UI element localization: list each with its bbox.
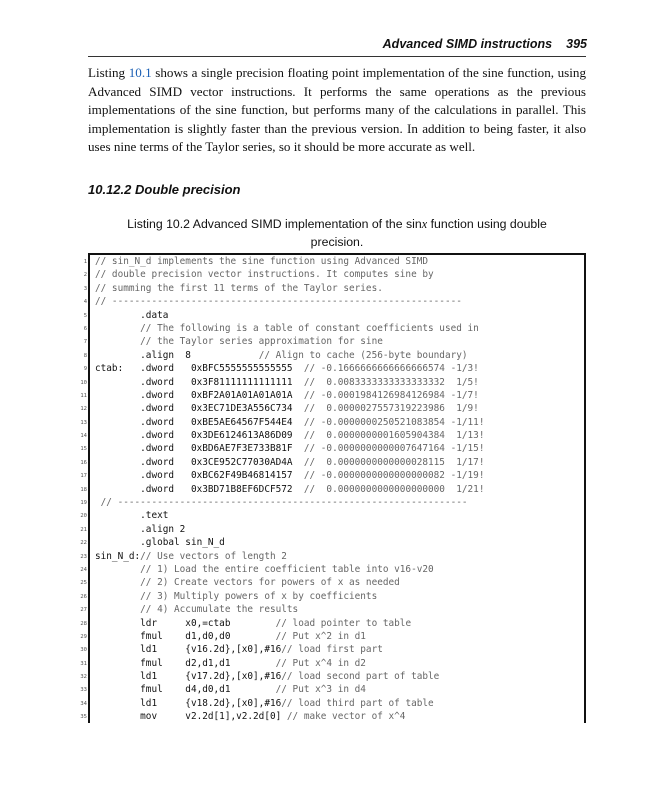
line-number: 17 [80,473,87,480]
code-text: ctab: .dword 0xBFC5555555555555 [95,363,304,375]
line-number: 7 [83,339,87,346]
line-number: 5 [83,312,87,319]
code-text [95,577,140,588]
code-comment: // 0.0000027557319223986 1/9! [303,403,479,415]
code-line [95,671,439,682]
code-line [95,296,462,307]
code-line [95,711,405,722]
line-number: 9 [83,366,87,373]
code-line [95,310,168,321]
code-comment: // Put x^4 in d2 [275,657,366,669]
code-comment: // 0.0000000001605904384 1/13! [303,430,485,442]
line-number: 35 [80,714,87,721]
code-line [95,537,225,548]
code-line [95,323,479,334]
code-text: mov v2.2d[1],v2.2d[0] [95,711,287,723]
line-number: 3 [83,285,87,292]
code-text [95,336,140,347]
code-comment: // 0.0000000000000028115 1/17! [303,456,485,468]
code-text: .dword 0xBF2A01A01A01A01A [95,389,304,401]
code-comment: // the Taylor series approximation for sine [140,336,383,348]
code-text: ld1 {v17.2d},[x0],#16 [95,671,282,683]
code-line [95,698,434,709]
code-comment: // 0.0000000000000000000 1/21! [303,483,485,495]
line-number: 19 [80,500,87,507]
line-number: 16 [80,459,87,466]
code-line [95,470,484,481]
code-line [95,658,366,669]
code-text: ldr x0,=ctab [95,617,276,629]
code-text: sin_N_d: [95,550,141,562]
code-comment: // Put x^2 in d1 [275,630,366,642]
code-text: fmul d4,d0,d1 [95,684,276,696]
code-comment: // load second part of table [281,671,440,683]
code-comment: // 3) Multiply powers of x by coefficients [140,590,378,602]
code-text: .dword 0x3DE6124613A86D09 [95,430,304,442]
code-text [95,591,140,602]
code-comment: // 4) Accumulate the results [140,604,299,616]
code-text [95,564,140,575]
code-comment: // Put x^3 in d4 [275,684,366,696]
code-line [95,577,400,588]
code-comment: // 1) Load the entire coefficient table into v16-v20 [140,563,434,575]
code-text [95,604,140,615]
listing-reference-link[interactable]: 10.1 [128,65,152,80]
code-text: .dword 0x3BD71B8EF6DCF572 [95,483,304,495]
code-line [95,390,479,401]
code-text: .global sin_N_d [95,537,225,549]
running-header [383,37,587,51]
code-comment: // Align to cache (256-byte boundary) [258,349,468,361]
code-comment: // The following is a table of constant coefficients used in [140,322,479,334]
line-number: 29 [80,633,87,640]
code-comment: // make vector of x^4 [286,711,406,723]
code-line [95,604,298,615]
code-comment: // sin_N_d implements the sine function using Advanced SIMD [95,256,429,267]
code-line [95,430,484,441]
body-paragraph: Listing 10.1 shows a single precision floating point implementation of the sine function, using Advanced SIMD vector instructions. It performs the same operations as the previous implementations of the sine function, but performs many of the calculations in parallel. This implementation is slightly faster than the previous version. In addition to being faster, it also uses nine terms of the Taylor series, so it should be more accurate as well. [88,65,587,155]
code-line [95,684,366,695]
line-number: 6 [83,325,87,332]
code-text: .dword 0x3EC71DE3A556C734 [95,403,304,415]
code-comment: // load third part of table [281,697,434,709]
line-number: 28 [80,620,87,627]
code-text: .text [95,510,169,522]
line-number: 26 [80,593,87,600]
code-text: .dword 0xBC62F49B46814157 [95,470,304,482]
code-line [95,484,484,495]
code-comment: // double precision vector instructions. It computes sine by [95,269,434,281]
code-line [95,591,377,602]
line-number: 27 [80,607,87,614]
line-number: 4 [83,299,87,306]
code-line [95,363,479,374]
code-comment: // -0.0000000000000000082 -1/19! [303,470,485,482]
code-comment: // -------------------------------------------------------------- [100,497,468,509]
code-comment: // -0.1666666666666666574 -1/3! [303,363,479,375]
code-line [95,336,383,347]
code-comment: // 2) Create vectors for powers of x as needed [140,577,400,589]
page-number: 395 [566,37,587,51]
code-text: .align 2 [95,523,186,535]
code-line [95,551,287,562]
line-number: 12 [80,406,87,413]
code-line [95,618,411,629]
line-number: 21 [80,526,87,533]
line-number: 15 [80,446,87,453]
code-line [95,457,484,468]
code-line [95,564,434,575]
line-number: 14 [80,433,87,440]
code-line [95,631,366,642]
line-number: 33 [80,687,87,694]
line-number: 18 [80,486,87,493]
line-number: 22 [80,540,87,547]
code-text: .align 8 [95,349,259,361]
code-comment: // -0.0000000250521083854 -1/11! [303,416,485,428]
code-line [95,269,434,280]
code-text: fmul d2,d1,d1 [95,657,276,669]
code-text: ld1 {v18.2d},[x0],#16 [95,697,282,709]
line-number: 32 [80,674,87,681]
code-line [95,283,383,294]
code-comment: // -0.0000000000007647164 -1/15! [303,443,485,455]
code-text [95,323,140,334]
line-number: 23 [80,553,87,560]
code-comment: // summing the first 11 terms of the Taylor series. [95,282,383,294]
code-text: .data [95,309,169,321]
code-line [95,644,383,655]
code-comment: // load first part [281,644,383,656]
code-comment: // -------------------------------------------------------------- [95,296,462,308]
section-heading: 10.12.2 Double precision [88,182,241,197]
code-comment: // load pointer to table [275,617,412,629]
line-number: 24 [80,566,87,573]
line-number: 20 [80,513,87,520]
header-title: Advanced SIMD instructions [382,37,553,51]
line-number: 8 [83,352,87,359]
code-line [95,497,468,508]
line-number: 10 [80,379,87,386]
header-rule [88,56,586,57]
line-number: 13 [80,419,87,426]
code-comment: // Use vectors of length 2 [140,550,287,562]
line-number: 25 [80,580,87,587]
code-line [95,350,468,361]
code-line [95,417,484,428]
code-line [95,403,479,414]
code-line [95,510,168,521]
code-comment: // -0.0001984126984126984 -1/7! [303,389,479,401]
code-text: fmul d1,d0,d0 [95,630,276,642]
line-number: 31 [80,660,87,667]
code-text: .dword 0xBE5AE64567F544E4 [95,416,304,428]
code-text: .dword 0x3CE952C77030AD4A [95,456,304,468]
code-line [95,443,484,454]
code-line [95,377,479,388]
code-comment: // 0.0083333333333333332 1/5! [303,376,479,388]
line-number: 11 [80,392,87,399]
line-number: 30 [80,647,87,654]
code-line [95,256,428,267]
listing-caption: Listing 10.2 Advanced SIMD implementation of the sinx function using double precision. [127,217,547,249]
code-line [95,524,185,535]
code-text: ld1 {v16.2d},[x0],#16 [95,644,282,656]
code-text: .dword 0xBD6AE7F3E733B81F [95,443,304,455]
line-number: 2 [83,272,87,279]
code-text: .dword 0x3F81111111111111 [95,376,304,388]
line-number: 1 [83,259,87,265]
line-number: 34 [80,700,87,707]
